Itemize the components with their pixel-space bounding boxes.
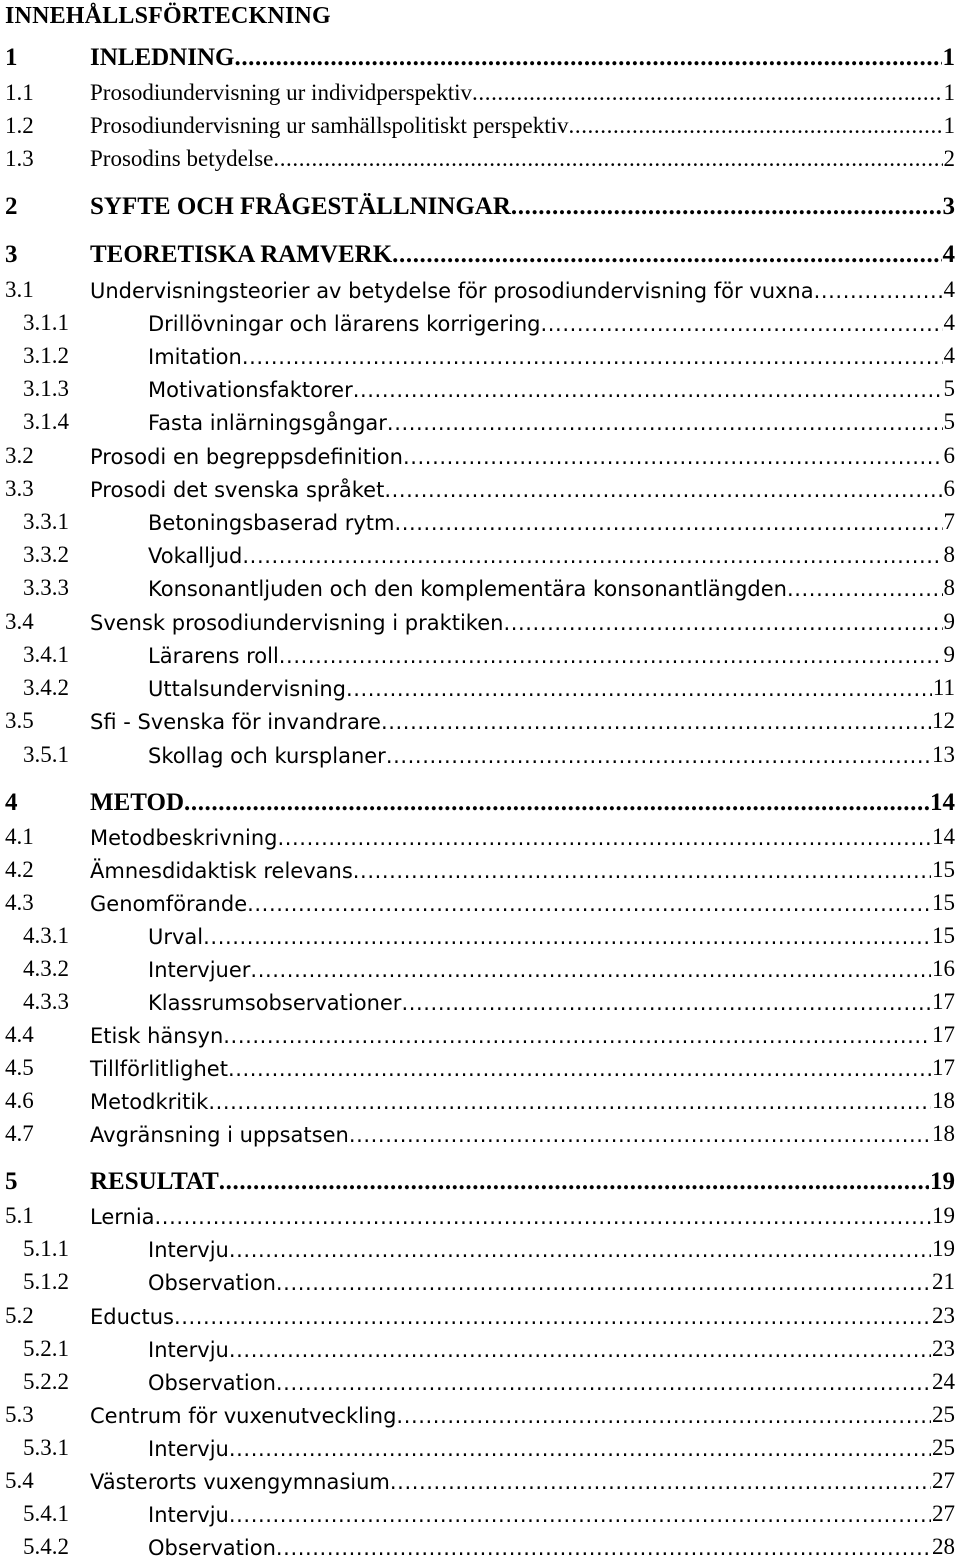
toc-entry[interactable] bbox=[0, 1396, 955, 1428]
toc-entry-title: Undervisningsteorier av betydelse för prosodiundervisning för vuxna bbox=[90, 279, 814, 303]
toc-entry-number: 3.1.1 bbox=[23, 310, 69, 335]
toc-entry-number: 3.1.3 bbox=[23, 376, 69, 401]
toc-entry-title: Klassrumsobservationer bbox=[148, 991, 402, 1015]
toc-entry[interactable] bbox=[0, 818, 955, 850]
toc-entry-title: Drillövningar och lärarens korrigering bbox=[148, 312, 541, 336]
toc-entry-title: Motivationsfaktorer bbox=[148, 378, 353, 402]
toc-entry-page: 5 bbox=[943, 376, 955, 401]
toc-entry-page: 27 bbox=[932, 1468, 955, 1493]
toc-entry-page: 3 bbox=[942, 193, 955, 220]
toc-entry-number: 4 bbox=[5, 789, 18, 816]
toc-entry[interactable] bbox=[0, 669, 955, 701]
dot-leader bbox=[386, 744, 931, 768]
toc-entry-title: Avgränsning i uppsatsen bbox=[90, 1123, 349, 1147]
toc-entry[interactable] bbox=[0, 636, 955, 668]
toc-entry-number: 5.4.1 bbox=[23, 1501, 69, 1526]
toc-entry-title: Etisk hänsyn bbox=[90, 1024, 224, 1048]
toc-entry-number: 4.3 bbox=[5, 890, 34, 915]
toc-entry-page: 1 bbox=[943, 113, 955, 138]
toc-entry-number: 3.1 bbox=[5, 277, 34, 302]
toc-entry[interactable] bbox=[0, 1049, 955, 1081]
toc-entry[interactable] bbox=[0, 950, 955, 982]
toc-entry[interactable] bbox=[0, 237, 955, 269]
toc-entry[interactable] bbox=[0, 271, 955, 303]
toc-entry-page: 7 bbox=[943, 509, 955, 534]
toc-entry-page: 6 bbox=[943, 443, 955, 468]
toc-entry-page: 19 bbox=[930, 1168, 955, 1195]
toc-entry-title: Konsonantljuden och den komplementära konsonantlängden bbox=[148, 577, 787, 601]
dot-leader bbox=[511, 197, 942, 221]
toc-entry[interactable] bbox=[0, 1297, 955, 1329]
toc-entry-number: 3.3.3 bbox=[23, 575, 69, 600]
dot-leader bbox=[472, 82, 942, 106]
dot-leader bbox=[229, 1238, 931, 1262]
toc-entry-page: 28 bbox=[932, 1534, 955, 1559]
dot-leader bbox=[353, 378, 943, 402]
toc-entry-page: 15 bbox=[932, 890, 955, 915]
toc-entry[interactable] bbox=[0, 536, 955, 568]
dot-leader bbox=[390, 1470, 931, 1494]
dot-leader bbox=[403, 445, 943, 469]
toc-entry[interactable] bbox=[0, 1462, 955, 1494]
toc-entry[interactable] bbox=[0, 1363, 955, 1395]
toc-entry-number: 4.3.2 bbox=[23, 956, 69, 981]
toc-entry-title: TEORETISKA RAMVERK bbox=[90, 241, 393, 268]
toc-entry-page: 1 bbox=[942, 44, 955, 71]
toc-entry-title: Västerorts vuxengymnasium bbox=[90, 1470, 390, 1494]
toc-entry-title: Observation bbox=[148, 1371, 276, 1395]
toc-entry-page: 2 bbox=[943, 146, 955, 171]
toc-entry-number: 2 bbox=[5, 193, 18, 220]
toc-entry-page: 15 bbox=[932, 923, 955, 948]
toc-entry[interactable] bbox=[0, 1495, 955, 1527]
toc-entry-number: 5.2 bbox=[5, 1303, 34, 1328]
dot-leader bbox=[394, 511, 942, 535]
toc-entry[interactable] bbox=[0, 74, 955, 106]
toc-entry[interactable] bbox=[0, 107, 955, 139]
toc-entry-page: 18 bbox=[932, 1088, 955, 1113]
toc-entry-title: Lärarens roll bbox=[148, 644, 279, 668]
toc-entry-title: SYFTE OCH FRÅGESTÄLLNINGAR bbox=[90, 193, 511, 220]
toc-entry-number: 1.2 bbox=[5, 113, 34, 138]
toc-entry-title: Vokalljud bbox=[148, 544, 243, 568]
dot-leader bbox=[396, 1404, 931, 1428]
toc-entry-page: 16 bbox=[932, 956, 955, 981]
toc-entry-title: Ämnesdidaktisk relevans bbox=[90, 859, 353, 883]
toc-entry-number: 3.4.1 bbox=[23, 642, 69, 667]
toc-entry-number: 5.3 bbox=[5, 1402, 34, 1427]
toc-entry-page: 4 bbox=[942, 241, 955, 268]
toc-entry[interactable] bbox=[0, 437, 955, 469]
toc-entry-title: Centrum för vuxenutveckling bbox=[90, 1404, 397, 1428]
dot-leader bbox=[349, 1123, 931, 1147]
dot-leader bbox=[276, 1271, 931, 1295]
toc-entry-number: 4.2 bbox=[5, 857, 34, 882]
dot-leader bbox=[541, 312, 943, 336]
toc-entry-title: Tillförlitlighet bbox=[90, 1057, 228, 1081]
toc-entry-number: 5.2.2 bbox=[23, 1369, 69, 1394]
toc-entry[interactable] bbox=[0, 140, 955, 172]
toc-entry[interactable] bbox=[0, 1429, 955, 1461]
toc-entry-page: 8 bbox=[943, 575, 955, 600]
toc-entry-title: Prosodiundervisning ur individperspektiv bbox=[90, 80, 473, 105]
toc-entry-number: 3 bbox=[5, 241, 18, 268]
toc-entry-title: Intervju bbox=[148, 1338, 229, 1362]
toc-entry-title: Observation bbox=[148, 1536, 276, 1560]
toc-entry-title: Imitation bbox=[148, 345, 242, 369]
toc-entry-page: 19 bbox=[932, 1236, 955, 1261]
toc-entry-title: Observation bbox=[148, 1271, 276, 1295]
toc-entry-page: 4 bbox=[943, 343, 955, 368]
dot-leader bbox=[174, 1305, 931, 1329]
dot-leader bbox=[787, 577, 943, 601]
toc-entry-page: 17 bbox=[932, 989, 955, 1014]
toc-entry-number: 5.2.1 bbox=[23, 1336, 69, 1361]
dot-leader bbox=[276, 1536, 931, 1560]
toc-entry-page: 18 bbox=[932, 1121, 955, 1146]
dot-leader bbox=[229, 1437, 931, 1461]
toc-entry[interactable] bbox=[0, 1263, 955, 1295]
toc-entry[interactable] bbox=[0, 603, 955, 635]
toc-entry-title: Prosodi det svenska språket bbox=[90, 478, 385, 502]
toc-entry[interactable] bbox=[0, 503, 955, 535]
toc-entry-page: 14 bbox=[930, 789, 955, 816]
toc-entry-number: 4.4 bbox=[5, 1022, 34, 1047]
toc-entry[interactable] bbox=[0, 1230, 955, 1262]
toc-entry[interactable] bbox=[0, 189, 955, 221]
dot-leader bbox=[247, 892, 931, 916]
toc-entry-number: 1 bbox=[5, 44, 18, 71]
toc-entry-number: 4.7 bbox=[5, 1121, 34, 1146]
toc-entry-number: 3.3.1 bbox=[23, 509, 69, 534]
toc-entry-number: 5 bbox=[5, 1168, 18, 1195]
toc-entry-page: 8 bbox=[943, 542, 955, 567]
toc-entry[interactable] bbox=[0, 1016, 955, 1048]
dot-leader bbox=[353, 859, 931, 883]
toc-entry-number: 4.5 bbox=[5, 1055, 34, 1080]
toc-entry-number: 3.2 bbox=[5, 443, 34, 468]
dot-leader bbox=[184, 793, 929, 817]
dot-leader bbox=[208, 1090, 931, 1114]
dot-leader bbox=[155, 1205, 931, 1229]
toc-entry-page: 13 bbox=[932, 742, 955, 767]
dot-leader bbox=[346, 677, 932, 701]
toc-entry-title: Metodbeskrivning bbox=[90, 826, 278, 850]
dot-leader bbox=[234, 48, 941, 72]
dot-leader bbox=[242, 345, 943, 369]
toc-entry[interactable] bbox=[0, 1115, 955, 1147]
dot-leader bbox=[229, 1503, 931, 1527]
toc-entry-title: METOD bbox=[90, 789, 184, 816]
toc-entry-page: 9 bbox=[943, 609, 955, 634]
toc-entry-page: 25 bbox=[932, 1402, 955, 1427]
dot-leader bbox=[229, 1338, 931, 1362]
toc-entry-number: 3.3.2 bbox=[23, 542, 69, 567]
toc-entry-number: 5.1.2 bbox=[23, 1269, 69, 1294]
toc-entry-page: 1 bbox=[943, 80, 955, 105]
toc-entry-number: 3.1.4 bbox=[23, 409, 69, 434]
toc-entry-number: 4.3.1 bbox=[23, 923, 69, 948]
toc-entry-number: 5.1.1 bbox=[23, 1236, 69, 1261]
toc-entry-title: Intervju bbox=[148, 1238, 229, 1262]
toc-entry-number: 5.3.1 bbox=[23, 1435, 69, 1460]
toc-entry-number: 4.6 bbox=[5, 1088, 34, 1113]
toc-entry-title: Eductus bbox=[90, 1305, 174, 1329]
toc-entry-title: Prosodi en begreppsdefinition bbox=[90, 445, 403, 469]
toc-entry-page: 5 bbox=[943, 409, 955, 434]
toc-entry[interactable] bbox=[0, 1528, 955, 1560]
toc-entry[interactable] bbox=[0, 1330, 955, 1362]
toc-entry[interactable] bbox=[0, 851, 955, 883]
toc-entry-title: Prosodiundervisning ur samhällspolitiskt perspektiv bbox=[90, 113, 569, 138]
toc-entry-title: Svensk prosodiundervisning i praktiken bbox=[90, 611, 504, 635]
toc-entry-title: Uttalsundervisning bbox=[148, 677, 346, 701]
dot-leader bbox=[223, 1024, 931, 1048]
toc-entry-title: Betoningsbaserad rytm bbox=[148, 511, 395, 535]
toc-entry-number: 3.4.2 bbox=[23, 675, 69, 700]
toc-entry-title: INLEDNING bbox=[90, 44, 235, 71]
dot-leader bbox=[203, 925, 931, 949]
toc-entry-title: Intervjuer bbox=[148, 958, 251, 982]
dot-leader bbox=[387, 411, 943, 435]
toc-entry-page: 11 bbox=[932, 675, 955, 700]
toc-entry-title: Genomförande bbox=[90, 892, 248, 916]
dot-leader bbox=[503, 611, 942, 635]
dot-leader bbox=[276, 1371, 931, 1395]
toc-entry[interactable] bbox=[0, 917, 955, 949]
toc-entry[interactable] bbox=[0, 785, 955, 817]
dot-leader bbox=[228, 1057, 931, 1081]
toc-entry[interactable] bbox=[0, 370, 955, 402]
toc-entry[interactable] bbox=[0, 470, 955, 502]
toc-entry[interactable] bbox=[0, 1197, 955, 1229]
toc-entry-number: 1.3 bbox=[5, 146, 34, 171]
toc-entry-number: 5.1 bbox=[5, 1203, 34, 1228]
dot-leader bbox=[242, 544, 942, 568]
toc-entry-number: 3.4 bbox=[5, 609, 34, 634]
dot-leader bbox=[250, 958, 931, 982]
toc-entry-title: Fasta inlärningsgångar bbox=[148, 411, 387, 435]
toc-entry-page: 23 bbox=[932, 1303, 955, 1328]
toc-entry-title: Sfi - Svenska för invandrare bbox=[90, 710, 381, 734]
toc-entry[interactable] bbox=[0, 304, 955, 336]
toc-entry[interactable] bbox=[0, 884, 955, 916]
toc-entry-title: Skollag och kursplaner bbox=[148, 744, 386, 768]
dot-leader bbox=[814, 279, 943, 303]
toc-entry-page: 27 bbox=[932, 1501, 955, 1526]
toc-entry-page: 24 bbox=[932, 1369, 955, 1394]
toc-entry-title: Intervju bbox=[148, 1503, 229, 1527]
toc-entry-number: 5.4.2 bbox=[23, 1534, 69, 1559]
toc-entry-number: 4.3.3 bbox=[23, 989, 69, 1014]
toc-entry-page: 4 bbox=[943, 310, 955, 335]
toc-entry-title: Intervju bbox=[148, 1437, 229, 1461]
toc-entry-page: 25 bbox=[932, 1435, 955, 1460]
toc-entry-title: Prosodins betydelse bbox=[90, 146, 274, 171]
dot-leader bbox=[279, 644, 943, 668]
toc-entry-number: 4.1 bbox=[5, 824, 34, 849]
dot-leader bbox=[392, 245, 941, 269]
toc-entry[interactable] bbox=[0, 736, 955, 768]
toc-entry[interactable] bbox=[0, 569, 955, 601]
toc-entry-page: 4 bbox=[943, 277, 955, 302]
toc-entry-page: 14 bbox=[932, 824, 955, 849]
toc-entry-number: 3.1.2 bbox=[23, 343, 69, 368]
toc-entry-page: 12 bbox=[932, 708, 955, 733]
dot-leader bbox=[401, 991, 931, 1015]
toc-entry-number: 3.5.1 bbox=[23, 742, 69, 767]
toc-entry[interactable] bbox=[0, 1082, 955, 1114]
toc-entry-page: 21 bbox=[932, 1269, 955, 1294]
dot-leader bbox=[277, 826, 931, 850]
toc-entry-title: Urval bbox=[148, 925, 204, 949]
toc-entry-page: 17 bbox=[932, 1055, 955, 1080]
toc-entry-number: 1.1 bbox=[5, 80, 34, 105]
page-title: INNEHÅLLSFÖRTECKNING bbox=[5, 3, 331, 29]
toc-entry-number: 3.5 bbox=[5, 708, 34, 733]
toc-entry[interactable] bbox=[0, 40, 955, 72]
toc-entry-title: Lernia bbox=[90, 1205, 155, 1229]
dot-leader bbox=[273, 148, 942, 172]
toc-entry[interactable] bbox=[0, 702, 955, 734]
dot-leader bbox=[569, 115, 943, 139]
dot-leader bbox=[381, 710, 931, 734]
toc-entry-page: 19 bbox=[932, 1203, 955, 1228]
toc-entry-page: 23 bbox=[932, 1336, 955, 1361]
toc-entry-title: Metodkritik bbox=[90, 1090, 209, 1114]
toc-entry-number: 3.3 bbox=[5, 476, 34, 501]
toc-entry[interactable] bbox=[0, 983, 955, 1015]
toc-entry-page: 6 bbox=[943, 476, 955, 501]
toc-entry[interactable] bbox=[0, 337, 955, 369]
toc-entry-title: RESULTAT bbox=[90, 1168, 219, 1195]
dot-leader bbox=[219, 1172, 929, 1196]
toc-entry-number: 5.4 bbox=[5, 1468, 34, 1493]
toc-entry[interactable] bbox=[0, 403, 955, 435]
toc-entry-page: 17 bbox=[932, 1022, 955, 1047]
toc-entry-page: 9 bbox=[943, 642, 955, 667]
toc-entry-page: 15 bbox=[932, 857, 955, 882]
toc-entry[interactable] bbox=[0, 1164, 955, 1196]
dot-leader bbox=[384, 478, 942, 502]
